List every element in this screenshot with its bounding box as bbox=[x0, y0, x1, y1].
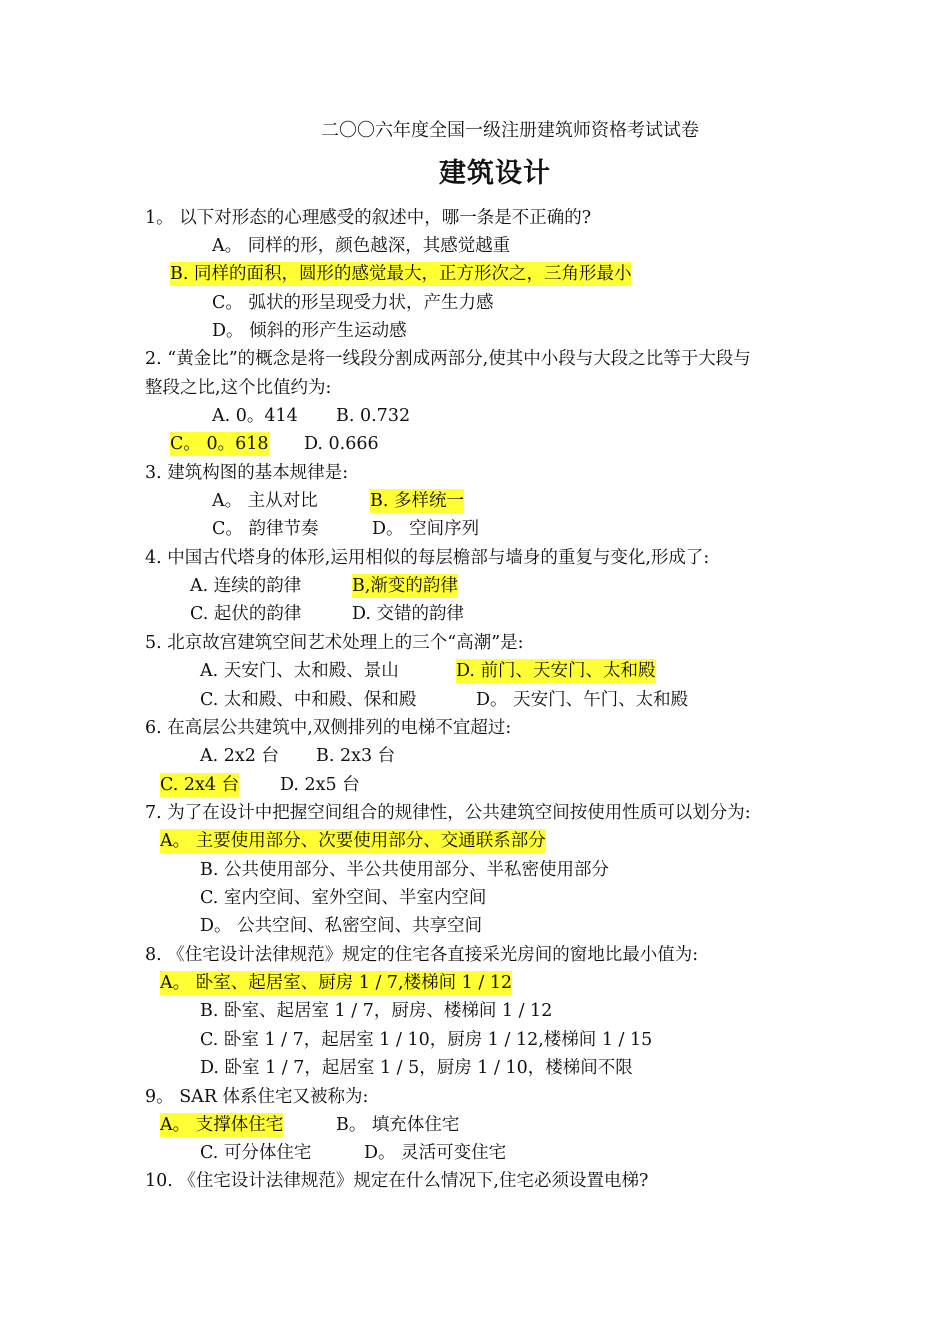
question-6-option-b: B. 2x3 台 bbox=[316, 746, 396, 766]
question-8-option-d: D. 卧室 1 / 7，起居室 1 / 5，厨房 1 / 10，楼梯间不限 bbox=[200, 1058, 633, 1078]
question-7-option-c: C. 室内空间、室外空间、半室内空间 bbox=[200, 888, 487, 908]
question-2-option-d: D. 0.666 bbox=[304, 434, 379, 454]
question-5-option-a: A. 天安门、太和殿、景山 bbox=[200, 661, 399, 681]
question-4-option-d: D. 交错的韵律 bbox=[352, 604, 465, 624]
question-7-option-d: D。 公共空间、私密空间、共享空间 bbox=[200, 916, 483, 936]
question-6-option-a: A. 2x2 台 bbox=[200, 746, 279, 766]
question-8-option-c: C. 卧室 1 / 7，起居室 1 / 10，厨房 1 / 12,楼梯间 1 / 15 bbox=[200, 1030, 653, 1050]
question-9-stem: 9。 SAR 体系住宅又被称为: bbox=[145, 1087, 369, 1107]
question-9-option-d: D。 灵活可变住宅 bbox=[364, 1143, 507, 1163]
question-5-stem: 5. 北京故宫建筑空间艺术处理上的三个“高潮”是: bbox=[145, 633, 524, 653]
question-5-option-b-answer: D. 前门、天安门、太和殿 bbox=[456, 661, 656, 681]
question-5-option-d: D。 天安门、午门、太和殿 bbox=[476, 690, 689, 710]
question-3-option-b-answer: B. 多样统一 bbox=[370, 491, 464, 511]
question-8-option-b: B. 卧室、起居室 1 / 7，厨房、楼梯间 1 / 12 bbox=[200, 1001, 553, 1021]
subject-title: 建筑设计 bbox=[439, 158, 551, 189]
question-4-stem: 4. 中国古代塔身的体形,运用相似的每层檐部与墙身的重复与变化,形成了: bbox=[145, 548, 710, 568]
question-1-option-d: D。 倾斜的形产生运动感 bbox=[212, 321, 407, 341]
question-9-option-b: B。 填充体住宅 bbox=[336, 1115, 460, 1135]
question-9-option-c: C. 可分体住宅 bbox=[200, 1143, 312, 1163]
question-7-option-a-answer: A。 主要使用部分、次要使用部分、交通联系部分 bbox=[160, 831, 546, 851]
question-2-option-a: A. 0。414 bbox=[212, 406, 298, 426]
exam-title: 二〇〇六年度全国一级注册建筑师资格考试试卷 bbox=[321, 120, 699, 141]
question-1-option-b-answer: B. 同样的面积，圆形的感觉最大，正方形次之，三角形最小 bbox=[170, 264, 632, 284]
question-6-option-d: D. 2x5 台 bbox=[280, 775, 360, 795]
question-6-stem: 6. 在高层公共建筑中,双侧排列的电梯不宜超过: bbox=[145, 718, 512, 738]
question-1-stem: 1。 以下对形态的心理感受的叙述中，哪一条是不正确的? bbox=[145, 208, 592, 228]
question-2-stem-line-2: 整段之比,这个比值约为: bbox=[145, 378, 332, 398]
question-1-option-c: C。 弧状的形呈现受力状，产生力感 bbox=[212, 293, 494, 313]
question-4-option-c: C. 起伏的韵律 bbox=[190, 604, 302, 624]
question-2-option-b: B. 0.732 bbox=[336, 406, 411, 426]
question-8-stem: 8. 《住宅设计法律规范》规定的住宅各直接采光房间的窗地比最小值为: bbox=[145, 945, 699, 965]
question-3-option-d: D。 空间序列 bbox=[372, 519, 480, 539]
question-4-option-b-answer: B,渐变的韵律 bbox=[352, 576, 458, 596]
question-3-option-a: A。 主从对比 bbox=[212, 491, 318, 511]
question-8-option-a-answer: A。 卧室、起居室、厨房 1 / 7,楼梯间 1 / 12 bbox=[160, 973, 513, 993]
question-7-stem: 7. 为了在设计中把握空间组合的规律性，公共建筑空间按使用性质可以划分为: bbox=[145, 803, 751, 823]
question-4-option-a: A. 连续的韵律 bbox=[190, 576, 302, 596]
question-2-stem-line-1: 2. “黄金比”的概念是将一线段分割成两部分,使其中小段与大段之比等于大段与 bbox=[145, 349, 751, 369]
question-9-option-a-answer: A。 支撑体住宅 bbox=[160, 1115, 284, 1135]
question-2-option-c-answer: C。 0。618 bbox=[170, 434, 269, 454]
question-5-option-c: C. 太和殿、中和殿、保和殿 bbox=[200, 690, 417, 710]
question-6-option-c-answer: C. 2x4 台 bbox=[160, 775, 240, 795]
question-3-option-c: C。 韵律节奏 bbox=[212, 519, 319, 539]
question-1-option-a: A。 同样的形，颜色越深，其感觉越重 bbox=[212, 236, 511, 256]
question-7-option-b: B. 公共使用部分、半公共使用部分、半私密使用部分 bbox=[200, 860, 609, 880]
question-10-stem: 10. 《住宅设计法律规范》规定在什么情况下,住宅必须设置电梯? bbox=[145, 1171, 649, 1191]
question-3-stem: 3. 建筑构图的基本规律是: bbox=[145, 463, 349, 483]
